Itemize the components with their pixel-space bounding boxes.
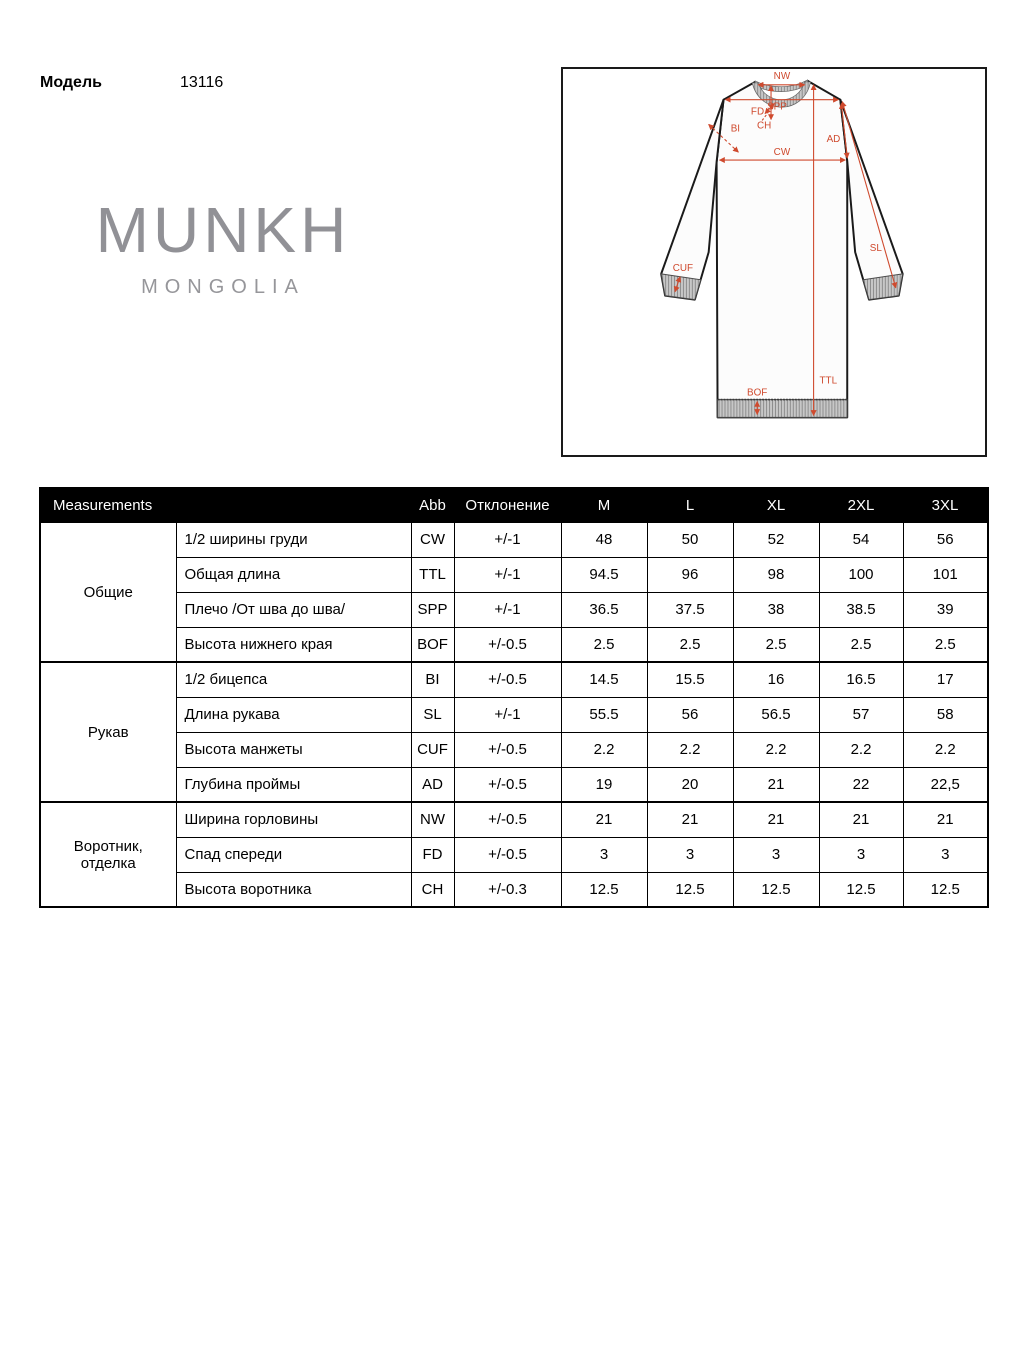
measurement-name-cell: Общая длина xyxy=(176,557,411,592)
size-value-cell: 38 xyxy=(733,592,819,627)
size-value-cell: 19 xyxy=(561,767,647,802)
header-size-m: M xyxy=(561,488,647,522)
size-value-cell: 38.5 xyxy=(819,592,903,627)
measurement-name-cell: Глубина проймы xyxy=(176,767,411,802)
size-value-cell: 54 xyxy=(819,522,903,557)
size-value-cell: 48 xyxy=(561,522,647,557)
size-value-cell: 37.5 xyxy=(647,592,733,627)
size-value-cell: 2.2 xyxy=(561,732,647,767)
right-sleeve xyxy=(840,100,902,300)
size-value-cell: 56 xyxy=(903,522,988,557)
size-value-cell: 101 xyxy=(903,557,988,592)
size-value-cell: 21 xyxy=(733,802,819,837)
size-value-cell: 2.5 xyxy=(561,627,647,662)
ad-label: AD xyxy=(826,134,841,146)
measurement-name-cell: Длина рукава xyxy=(176,697,411,732)
size-value-cell: 55.5 xyxy=(561,697,647,732)
size-value-cell: 94.5 xyxy=(561,557,647,592)
table-row xyxy=(40,872,988,907)
ch-label: CH xyxy=(756,120,772,132)
table-row xyxy=(40,627,988,662)
deviation-cell: +/-0.5 xyxy=(454,662,561,697)
abbreviation-cell: SL xyxy=(411,697,454,732)
deviation-cell: +/-1 xyxy=(454,697,561,732)
size-value-cell: 16.5 xyxy=(819,662,903,697)
size-value-cell: 2.5 xyxy=(819,627,903,662)
garment-diagram-frame xyxy=(561,67,987,457)
spec-table-body xyxy=(40,522,988,907)
deviation-cell: +/-0.5 xyxy=(454,802,561,837)
header-size-l: L xyxy=(647,488,733,522)
size-value-cell: 50 xyxy=(647,522,733,557)
deviation-cell: +/-0.5 xyxy=(454,837,561,872)
group-name-cell: Рукав xyxy=(40,662,176,802)
table-row xyxy=(40,697,988,732)
size-value-cell: 20 xyxy=(647,767,733,802)
size-value-cell: 12.5 xyxy=(819,872,903,907)
size-value-cell: 21 xyxy=(903,802,988,837)
cw-label: CW xyxy=(773,147,791,159)
size-value-cell: 21 xyxy=(647,802,733,837)
hem-rib-band xyxy=(718,400,848,418)
abbreviation-cell: NW xyxy=(411,802,454,837)
table-row xyxy=(40,522,988,557)
size-value-cell: 2.2 xyxy=(903,732,988,767)
nw-label: NW xyxy=(773,70,791,82)
measurement-name-cell: Высота манжеты xyxy=(176,732,411,767)
deviation-cell: +/-0.5 xyxy=(454,732,561,767)
measurement-name-cell: Высота нижнего края xyxy=(176,627,411,662)
table-header-row xyxy=(40,488,988,522)
deviation-cell: +/-0.5 xyxy=(454,627,561,662)
abbreviation-cell: TTL xyxy=(411,557,454,592)
size-value-cell: 16 xyxy=(733,662,819,697)
ttl-label: TTL xyxy=(819,375,838,387)
size-value-cell: 52 xyxy=(733,522,819,557)
header-size-3xl: 3XL xyxy=(903,488,988,522)
size-value-cell: 21 xyxy=(733,767,819,802)
size-value-cell: 39 xyxy=(903,592,988,627)
measurement-name-cell: Спад спереди xyxy=(176,837,411,872)
table-row xyxy=(40,837,988,872)
group-name-cell: Общие xyxy=(40,522,176,662)
cuf-label: CUF xyxy=(672,262,694,274)
deviation-cell: +/-1 xyxy=(454,557,561,592)
size-value-cell: 2.5 xyxy=(733,627,819,662)
header-measurements: Measurements xyxy=(40,488,411,522)
size-value-cell: 56.5 xyxy=(733,697,819,732)
deviation-cell: +/-0.5 xyxy=(454,767,561,802)
header-deviation: Отклонение xyxy=(454,488,561,522)
size-value-cell: 2.2 xyxy=(819,732,903,767)
size-value-cell: 12.5 xyxy=(733,872,819,907)
size-value-cell: 96 xyxy=(647,557,733,592)
abbreviation-cell: BI xyxy=(411,662,454,697)
measurement-name-cell: Ширина горловины xyxy=(176,802,411,837)
size-value-cell: 100 xyxy=(819,557,903,592)
group-name-cell: Воротник, отделка xyxy=(40,802,176,907)
measurement-name-cell: 1/2 бицепса xyxy=(176,662,411,697)
size-value-cell: 3 xyxy=(903,837,988,872)
table-row xyxy=(40,767,988,802)
size-value-cell: 21 xyxy=(819,802,903,837)
spp-label: SPP xyxy=(767,101,787,113)
size-value-cell: 3 xyxy=(561,837,647,872)
header-size-xl: XL xyxy=(733,488,819,522)
abbreviation-cell: FD xyxy=(411,837,454,872)
model-number: 13116 xyxy=(180,74,224,91)
bi-label: BI xyxy=(730,123,741,135)
measurement-name-cell: Плечо /От шва до шва/ xyxy=(176,592,411,627)
size-value-cell: 14.5 xyxy=(561,662,647,697)
size-value-cell: 17 xyxy=(903,662,988,697)
size-value-cell: 12.5 xyxy=(903,872,988,907)
deviation-cell: +/-1 xyxy=(454,592,561,627)
table-row xyxy=(40,662,988,697)
size-value-cell: 12.5 xyxy=(647,872,733,907)
table-row xyxy=(40,802,988,837)
table-row xyxy=(40,557,988,592)
size-value-cell: 2.5 xyxy=(647,627,733,662)
measurement-table xyxy=(39,487,989,908)
size-value-cell: 58 xyxy=(903,697,988,732)
abbreviation-cell: BOF xyxy=(411,627,454,662)
size-value-cell: 57 xyxy=(819,697,903,732)
abbreviation-cell: AD xyxy=(411,767,454,802)
bof-label: BOF xyxy=(747,387,768,399)
table-row xyxy=(40,732,988,767)
size-value-cell: 12.5 xyxy=(561,872,647,907)
size-value-cell: 98 xyxy=(733,557,819,592)
size-value-cell: 3 xyxy=(733,837,819,872)
size-value-cell: 3 xyxy=(819,837,903,872)
abbreviation-cell: CW xyxy=(411,522,454,557)
abbreviation-cell: CH xyxy=(411,872,454,907)
size-value-cell: 3 xyxy=(647,837,733,872)
brand-subtitle: MONGOLIA xyxy=(141,276,305,298)
size-value-cell: 15.5 xyxy=(647,662,733,697)
model-label: Модель xyxy=(40,74,102,91)
abbreviation-cell: SPP xyxy=(411,592,454,627)
size-value-cell: 22,5 xyxy=(903,767,988,802)
size-value-cell: 2.2 xyxy=(733,732,819,767)
measurement-name-cell: Высота воротника xyxy=(176,872,411,907)
measurement-name-cell: 1/2 ширины груди xyxy=(176,522,411,557)
brand-name: MUNKH xyxy=(95,194,351,266)
garment-diagram xyxy=(563,69,985,455)
size-value-cell: 21 xyxy=(561,802,647,837)
header-size-2xl: 2XL xyxy=(819,488,903,522)
header-abb: Abb xyxy=(411,488,454,522)
size-value-cell: 22 xyxy=(819,767,903,802)
fd-label: FD xyxy=(750,106,765,118)
table-row xyxy=(40,592,988,627)
model-row xyxy=(40,74,224,92)
sl-label: SL xyxy=(869,243,882,255)
abbreviation-cell: CUF xyxy=(411,732,454,767)
size-value-cell: 2.2 xyxy=(647,732,733,767)
deviation-cell: +/-0.3 xyxy=(454,872,561,907)
brand-logo xyxy=(93,194,353,299)
deviation-cell: +/-1 xyxy=(454,522,561,557)
size-value-cell: 36.5 xyxy=(561,592,647,627)
size-value-cell: 2.5 xyxy=(903,627,988,662)
size-value-cell: 56 xyxy=(647,697,733,732)
